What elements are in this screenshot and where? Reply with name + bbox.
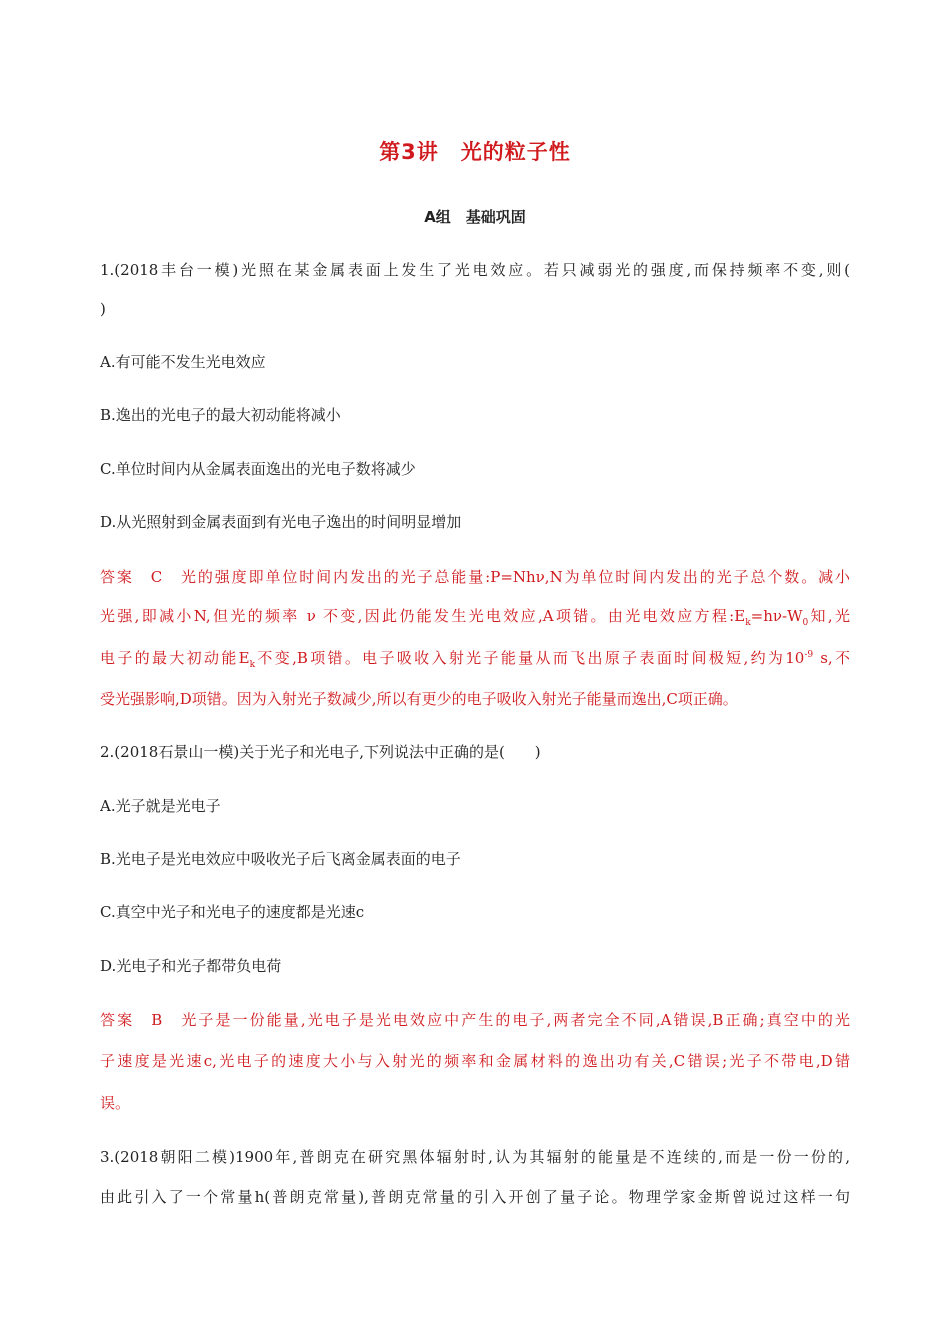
answer-text: 光强,即减小N,但光的频率 ν 不变,因此仍能发生光电效应,A项错。由光电效应方程:E	[100, 607, 746, 625]
question-2-option-a: A.光子就是光电子	[100, 797, 221, 815]
question-1-option-c: C.单位时间内从金属表面逸出的光电子数将减少	[100, 460, 416, 478]
answer-text: 知,光	[808, 607, 850, 625]
question-2-answer-line-3: 误。	[100, 1094, 131, 1112]
question-2-option-d: D.光电子和光子都带负电荷	[100, 957, 282, 975]
question-2-option-b: B.光电子是光电效应中吸收光子后飞离金属表面的电子	[100, 850, 461, 868]
question-3-stem-line-1: 3.(2018朝阳二模)1900年,普朗克在研究黑体辐射时,认为其辐射的能量是不连续的,而是一份一份的,	[100, 1148, 850, 1166]
question-3-stem-line-2: 由此引入了一个常量h(普朗克常量),普朗克常量的引入开创了量子论。物理学家金斯曾说过这样一句	[100, 1188, 850, 1206]
question-1-answer-line-3	[100, 648, 850, 668]
question-1-answer-line-4: 受光强影响,D项错。因为入射光子数减少,所以有更少的电子吸收入射光子能量而逸出,C项正确。	[100, 690, 738, 708]
question-1-stem-line-1: 1.(2018丰台一模)光照在某金属表面上发生了光电效应。若只减弱光的强度,而保持频率不变,则(	[100, 261, 850, 279]
question-2-option-c: C.真空中光子和光电子的速度都是光速c	[100, 903, 365, 921]
question-2-stem: 2.(2018石景山一模)关于光子和光电子,下列说法中正确的是( )	[100, 743, 541, 761]
page-title: 第3讲 光的粒子性	[379, 140, 571, 164]
answer-text: =hν-W	[750, 607, 803, 625]
superscript-exponent: -9	[804, 650, 814, 660]
question-2-answer-line-2: 子速度是光速c,光电子的速度大小与入射光的频率和金属材料的逸出功有关,C错误;光子不带电,D错	[100, 1052, 850, 1070]
question-1-option-a: A.有可能不发生光电效应	[100, 353, 266, 371]
subscript-k: k	[745, 618, 751, 626]
subscript-0: 0	[802, 618, 809, 626]
answer-text: 不变,B项错。电子吸收入射光子能量从而飞出原子表面时间极短,约为10	[255, 649, 805, 667]
section-heading: A组 基础巩固	[424, 208, 526, 226]
answer-text: s,不	[813, 649, 850, 667]
question-1-stem-line-2: )	[100, 300, 106, 318]
question-1-answer-line-2	[100, 606, 850, 626]
question-1-option-d: D.从光照射到金属表面到有光电子逸出的时间明显增加	[100, 513, 462, 531]
question-2-answer-line-1: 答案 B 光子是一份能量,光电子是光电效应中产生的电子,两者完全不同,A错误,B正确;真空中的光	[100, 1011, 850, 1029]
subscript-k: k	[249, 660, 256, 668]
question-1-option-b: B.逸出的光电子的最大初动能将减小	[100, 406, 341, 424]
question-1-answer-line-1: 答案 C 光的强度即单位时间内发出的光子总能量:P=Nhν,N为单位时间内发出的光子总个数。减小	[100, 568, 850, 586]
answer-text: 电子的最大初动能E	[100, 649, 250, 667]
